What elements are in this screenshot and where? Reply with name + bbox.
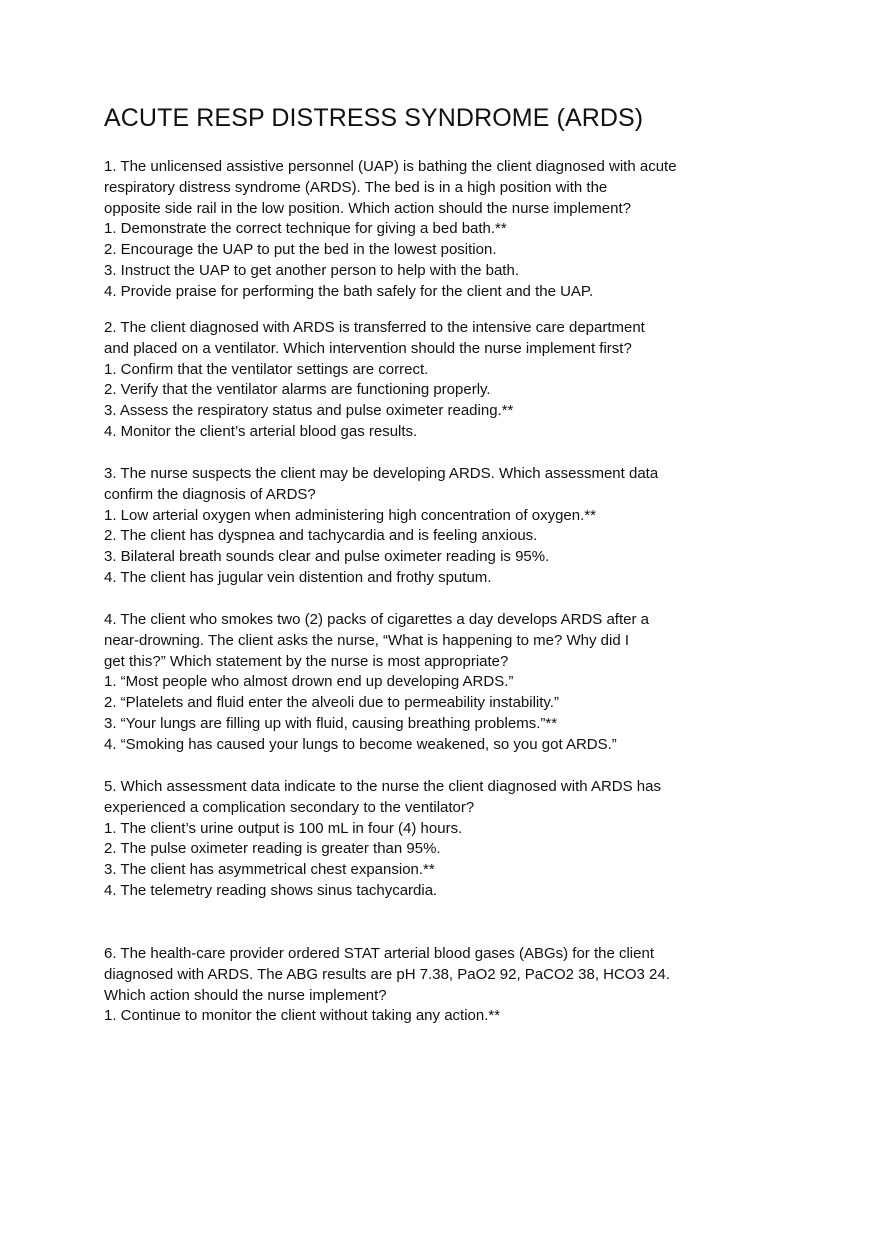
answer-option: 1. Low arterial oxygen when administering high concentration of oxygen.** xyxy=(104,506,596,524)
question-stem-line: opposite side rail in the low position. Which action should the nurse implement? xyxy=(104,199,631,217)
answer-option: 3. The client has asymmetrical chest expansion.** xyxy=(104,861,435,879)
question-stem-line: near-drowning. The client asks the nurse, “What is happening to me? Why did I xyxy=(104,631,629,649)
question-stem-line: get this?” Which statement by the nurse is most appropriate? xyxy=(104,652,509,670)
answer-option: 3. Bilateral breath sounds clear and pulse oximeter reading is 95%. xyxy=(104,548,550,566)
answer-option: 1. The client’s urine output is 100 mL in four (4) hours. xyxy=(104,819,463,837)
question-5 xyxy=(104,777,804,902)
question-stem-line: and placed on a ventilator. Which intervention should the nurse implement first? xyxy=(104,339,632,357)
answer-option: 2. Encourage the UAP to put the bed in the lowest position. xyxy=(104,241,497,259)
question-stem-line: 5. Which assessment data indicate to the nurse the client diagnosed with ARDS has xyxy=(104,778,661,795)
question-stem-line: diagnosed with ARDS. The ABG results are pH 7.38, PaO2 92, PaCO2 38, HCO3 24. xyxy=(104,965,670,983)
question-stem-line: confirm the diagnosis of ARDS? xyxy=(104,485,316,503)
question-2 xyxy=(104,318,804,443)
question-1 xyxy=(104,157,804,303)
answer-option: 1. Demonstrate the correct technique for giving a bed bath.** xyxy=(104,220,507,238)
question-6 xyxy=(104,944,804,1027)
question-3 xyxy=(104,464,804,589)
answer-option: 4. The telemetry reading shows sinus tachycardia. xyxy=(104,881,438,899)
question-stem-line: experienced a complication secondary to the ventilator? xyxy=(104,798,475,816)
document-page xyxy=(104,0,804,1247)
answer-option: 1. Confirm that the ventilator settings are correct. xyxy=(104,360,429,378)
answer-option: 1. Continue to monitor the client without taking any action.** xyxy=(104,1007,501,1025)
question-stem-line: respiratory distress syndrome (ARDS). The bed is in a high position with the xyxy=(104,178,608,196)
question-4 xyxy=(104,610,804,756)
answer-option: 3. “Your lungs are filling up with fluid, causing breathing problems.”** xyxy=(104,714,558,732)
answer-option: 2. The pulse oximeter reading is greater than 95%. xyxy=(104,840,441,858)
answer-option: 2. “Platelets and fluid enter the alveoli due to permeability instability.” xyxy=(104,694,559,712)
question-stem-line: 3. The nurse suspects the client may be developing ARDS. Which assessment data xyxy=(104,465,659,482)
answer-option: 4. Provide praise for performing the bath safely for the client and the UAP. xyxy=(104,282,594,300)
question-stem-line: 2. The client diagnosed with ARDS is transferred to the intensive care department xyxy=(104,319,645,336)
question-stem-line: 1. The unlicensed assistive personnel (UAP) is bathing the client diagnosed with acute xyxy=(104,158,677,175)
question-stem-line: 4. The client who smokes two (2) packs of cigarettes a day develops ARDS after a xyxy=(104,611,649,628)
answer-option: 3. Instruct the UAP to get another person to help with the bath. xyxy=(104,261,519,279)
answer-option: 2. Verify that the ventilator alarms are functioning properly. xyxy=(104,381,491,399)
answer-option: 2. The client has dyspnea and tachycardia and is feeling anxious. xyxy=(104,527,538,545)
answer-option: 1. “Most people who almost drown end up developing ARDS.” xyxy=(104,673,514,691)
answer-option: 3. Assess the respiratory status and pulse oximeter reading.** xyxy=(104,402,514,420)
question-stem-line: Which action should the nurse implement? xyxy=(104,986,387,1004)
answer-option: 4. “Smoking has caused your lungs to become weakened, so you got ARDS.” xyxy=(104,735,617,753)
answer-option: 4. Monitor the client’s arterial blood gas results. xyxy=(104,422,418,440)
answer-option: 4. The client has jugular vein distention and frothy sputum. xyxy=(104,568,492,586)
question-stem-line: 6. The health-care provider ordered STAT arterial blood gases (ABGs) for the client xyxy=(104,945,654,962)
document-title: ACUTE RESP DISTRESS SYNDROME (ARDS) xyxy=(104,104,644,132)
